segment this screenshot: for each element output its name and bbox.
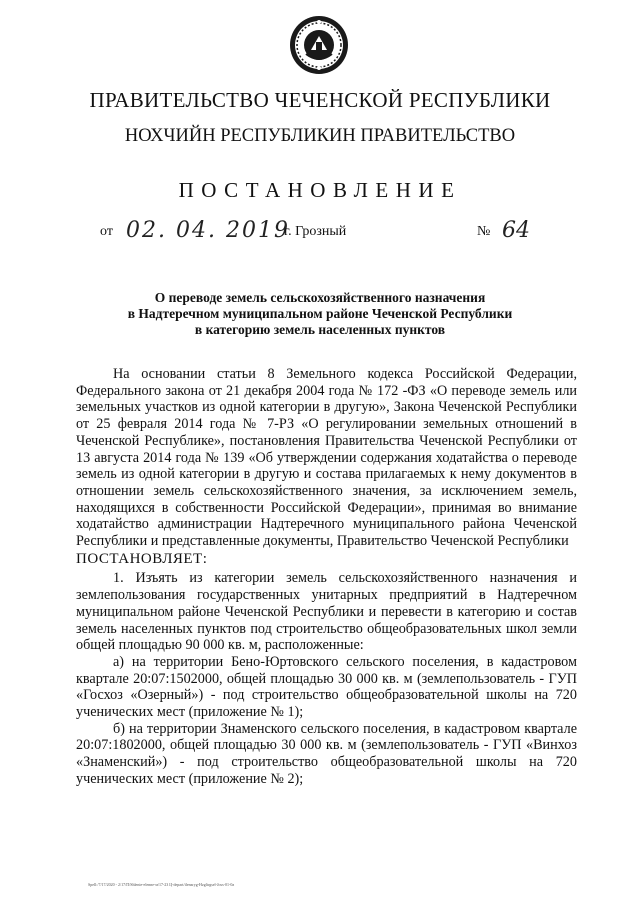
- item-a-paragraph: а) на территории Бено-Юртовского сельского поселения, в кадастровом квартале 20:07:1502000, общей площадью 30 000 кв. м (землепользователь - ГУП «Госхоз «Озерный») - под строительство общеобразовательной школы на 720 ученических мест (приложение № 1);: [76, 653, 577, 721]
- city: г. Грозный: [284, 224, 347, 239]
- item-b-paragraph: б) на территории Знаменского сельского поселения, в кадастровом квартале 20:07:1802000, общей площадью 30 000 кв. м (землепользователь - ГУП «Винхоз «Знаменский») - под строительство общеобразовательной школы на 720 ученических мест (приложение № 2);: [76, 720, 577, 787]
- document-meta: [0, 220, 640, 246]
- handwritten-number: 64: [502, 218, 530, 243]
- government-title-ru: ПРАВИТЕЛЬСТВО ЧЕЧЕНСКОЙ РЕСПУБЛИКИ: [89, 88, 551, 112]
- document-type: ПОСТАНОВЛЕНИЕ: [178, 178, 462, 202]
- number-label: №: [477, 224, 491, 239]
- subject-line: О переводе земель сельскохозяйственного назначения: [154, 290, 486, 305]
- government-title-ce: НОХЧИЙН РЕСПУБЛИКИН ПРАВИТЕЛЬСТВО: [124, 126, 516, 146]
- handwritten-date: 02. 04. 2019: [126, 218, 290, 243]
- document-body: [76, 366, 577, 788]
- coat-of-arms-icon: [288, 14, 350, 76]
- date-label: от: [100, 224, 113, 239]
- preamble-paragraph: На основании статьи 8 Земельного кодекса Российской Федерации, Федерального закона от 21 декабря 2004 года № 172 -ФЗ «О переводе земель или земельных участков из одной категории в другую», Закона Чеченской Республики от 25 февраля 2014 года № 7-РЗ «О регулировании земельных отношений в Чеченской Республике», постановления Правительства Чеченской Республики от 13 августа 2014 года № 139 «Об утверждении содержания ходатайства о переводе земель из одной категории в другую и состава прилагаемых к нему документов в отношении земель сельскохозяйственного значения, за исключением земель, находящихся в собственности Российской Федерации», принимая во внимание ходатайство администрации Надтеречного муниципального района Чеченской Республики и представленные документы, Правительство Чеченской Республики: [76, 366, 577, 550]
- item-1-paragraph: 1. Изъять из категории земель сельскохозяйственного назначения и землепользования государственных унитарных предприятий в Надтеречном муниципальном районе Чеченской Республики и перевести в категорию и состав земель населенных пунктов под строительство общеобразовательных школ земли общей площадью 90 000 кв. м, расположенные:: [76, 570, 577, 654]
- subject-line: в Надтеречном муниципальном районе Чеченской Республики: [127, 306, 513, 321]
- document-subject: [60, 290, 580, 338]
- resolves-heading: ПОСТАНОВЛЯЕТ:: [76, 550, 208, 567]
- service-footer: Spell:/7/17/2020 - 2/17/П/Shlenie-elenne-м/17-23 Ц-depart/ilenzryg-Hzgltrgsel-Joss-01-0а: [88, 882, 235, 887]
- subject-line: в категорию земель населенных пунктов: [194, 322, 446, 337]
